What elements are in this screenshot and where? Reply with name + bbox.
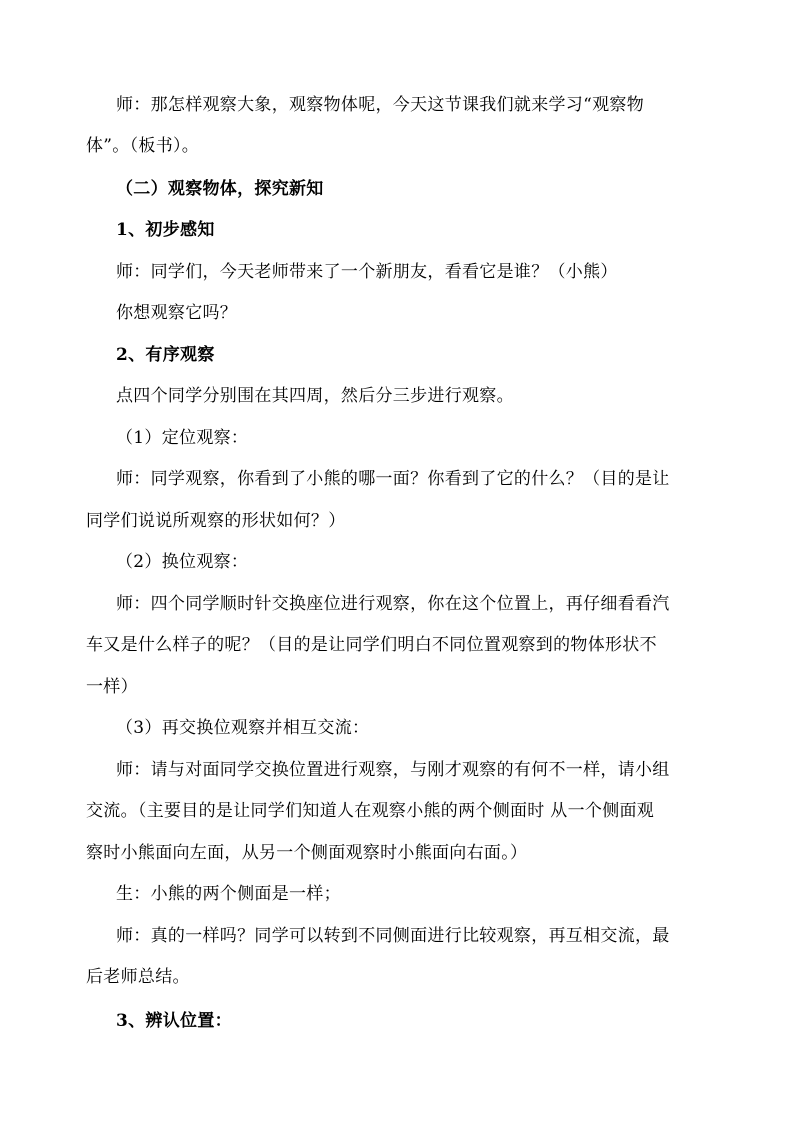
subsection-heading: 1、初步感知 [116,220,215,240]
paragraph-line: 交流。（主要目的是让同学们知道人在观察小熊的两个侧面时 从一个侧面观 [86,801,655,821]
paragraph-line: 生：小熊的两个侧面是一样； [116,884,341,904]
paragraph-line: 师：请与对面同学交换位置进行观察，与刚才观察的有何不一样，请小组 [116,760,670,780]
paragraph-line: 同学们说说所观察的形状如何？） [86,511,346,531]
step-label: （1）定位观察： [116,428,249,448]
paragraph-line: 后老师总结。 [86,967,190,987]
section-heading: （二）观察物体，探究新知 [116,179,324,199]
subsection-heading: 3、辨认位置： [116,1011,232,1031]
step-label: （2）换位观察： [116,552,249,572]
paragraph-line: 一样） [86,677,138,697]
paragraph-line: 你想观察它吗？ [116,303,238,323]
paragraph-line: 体”。（板书）。 [86,136,200,156]
paragraph-line: 师：同学们，今天老师带来了一个新朋友，看看它是谁？（小熊） [116,262,618,282]
paragraph-line: 师：那怎样观察大象，观察物体呢，今天这节课我们就来学习“观察物 [116,95,644,115]
paragraph-line: 车又是什么样子的呢？（目的是让同学们明白不同位置观察到的物体形状不 [86,635,657,655]
step-label: （3）再交换位观察并相互交流： [116,718,370,738]
subsection-heading: 2、有序观察 [116,345,215,365]
paragraph-line: 师：四个同学顺时针交换座位进行观察，你在这个位置上，再仔细看看汽 [116,594,670,614]
paragraph-line: 师：同学观察，你看到了小熊的哪一面？你看到了它的什么？（目的是让 [116,469,670,489]
paragraph-line: 察时小熊面向左面，从另一个侧面观察时小熊面向右面。） [86,843,528,863]
paragraph-line: 点四个同学分别围在其四周，然后分三步进行观察。 [116,386,514,406]
paragraph-line: 师：真的一样吗？同学可以转到不同侧面进行比较观察，再互相交流，最 [116,926,670,946]
